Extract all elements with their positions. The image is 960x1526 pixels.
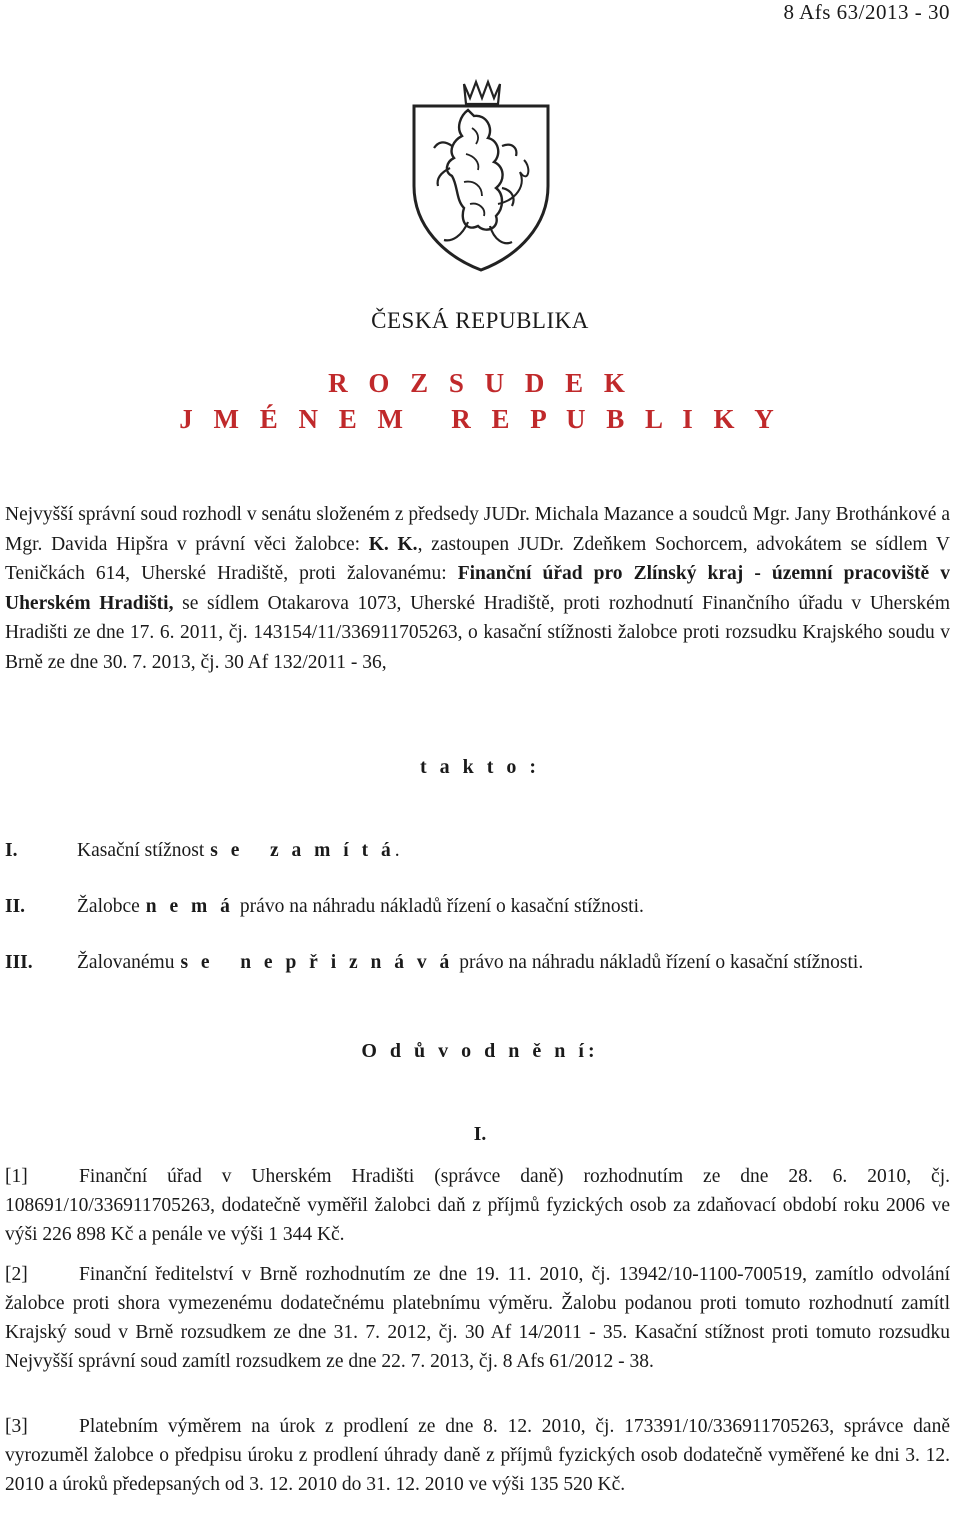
ruling-text: právo na náhradu nákladů řízení o kasační stížnosti.: [459, 952, 864, 973]
ruling-intro: t a k t o :: [419, 756, 541, 778]
ruling-item: [5, 952, 863, 974]
intro-text: , zastoupen JUDr. Zdeňkem Sochorcem, advokátem se sídlem V Teničkách 614, Uherské Hradiště, proti žalovanému:: [5, 533, 950, 584]
ruling-verb: s e z a m í t á: [210, 840, 395, 861]
intro-paragraph: [5, 500, 950, 677]
verdict-subtitle: J M É N E M R E P U B L I K Y: [179, 404, 781, 434]
country-heading: ČESKÁ REPUBLIKA: [371, 308, 589, 333]
ruling-number: III.: [5, 952, 33, 973]
reasoning-paragraph: [5, 1260, 950, 1376]
paragraph-number: [3]: [5, 1416, 28, 1437]
verdict-title: R O Z S U D E K: [328, 368, 632, 398]
ruling-text: Kasační stížnost: [77, 840, 205, 861]
ruling-item: [5, 840, 400, 862]
ruling-text: Žalobce: [77, 896, 140, 917]
ruling-text: právo na náhradu nákladů řízení o kasační stížnosti.: [239, 896, 644, 917]
plaintiff-name: K. K.: [368, 533, 418, 555]
reasoning-paragraph: [5, 1412, 950, 1499]
defendant-name: Finanční úřad pro Zlínský kraj - územní pracoviště v Uherském Hradišti,: [5, 563, 950, 614]
ruling-text: .: [394, 840, 400, 861]
intro-text: se sídlem Otakarova 1073, Uherské Hradiště, proti rozhodnutí Finančního úřadu v Uherském Hradišti ze dne 17. 6. 2011, čj. 143154/11/336911705263, o kasační stížnosti žalobce proti rozsudku Krajského soudu v Brně ze dne 30. 7. 2013, čj. 30 Af 132/2011 - 36,: [5, 592, 950, 673]
ruling-number: II.: [5, 896, 26, 917]
reasoning-heading: O d ů v o d n ě n í:: [361, 1040, 599, 1062]
ruling-item: [5, 896, 644, 918]
intro-text: Nejvyšší správní soud rozhodl v senátu složeném z předsedy JUDr. Michala Mazance a soudců Mgr. Jany Brothánkové a Mgr. Davida Hipšra v právní věci žalobce:: [5, 504, 950, 555]
ruling-text: Žalovanému: [77, 952, 175, 973]
paragraph-text: Finanční úřad v Uherském Hradišti (správce daně) rozhodnutím ze dne 28. 6. 2010, čj. 108691/10/336911705263, dodatečně vyměřil žalobci daň z příjmů fyzických osob za zdaňovací období roku 2006 ve výši 226 898 Kč a penále ve výši 1 344 Kč.: [5, 1166, 950, 1245]
paragraph-text: Finanční ředitelství v Brně rozhodnutím ze dne 19. 11. 2010, čj. 13942/10-1100-700519, zamítlo odvolání žalobce proti shora vymezenému dodatečnému platebnímu výměru. Žalobu podanou proti tomuto rozhodnutí zamítl Krajský soud v Brně rozsudkem ze dne 31. 7. 2012, čj. 30 Af 14/2011 - 35. Kasační stížnost proti tomuto rozsudku Nejvyšší správní soud zamítl rozsudkem ze dne 22. 7. 2013, čj. 8 Afs 61/2012 - 38.: [5, 1264, 950, 1372]
case-reference: 8 Afs 63/2013 - 30: [783, 0, 950, 24]
ruling-verb: n e m á: [145, 896, 234, 917]
czech-lion-coat-of-arms-icon: [408, 76, 554, 272]
ruling-number: I.: [5, 840, 18, 861]
reasoning-paragraph: [5, 1162, 950, 1249]
paragraph-number: [2]: [5, 1264, 28, 1285]
paragraph-text: Platebním výměrem na úrok z prodlení ze dne 8. 12. 2010, čj. 173391/10/336911705263, správce daně vyrozuměl žalobce o předpisu úroku z prodlení úhrady daně z příjmů fyzických osob dodatečně vyměřené ke dni 3. 12. 2010 a úroků předepsaných od 3. 12. 2010 do 31. 12. 2010 ve výši 135 520 Kč.: [5, 1416, 950, 1495]
ruling-verb: s e n e p ř i z n á v á: [180, 952, 454, 973]
paragraph-number: [1]: [5, 1166, 28, 1187]
section-number: I.: [473, 1124, 487, 1145]
